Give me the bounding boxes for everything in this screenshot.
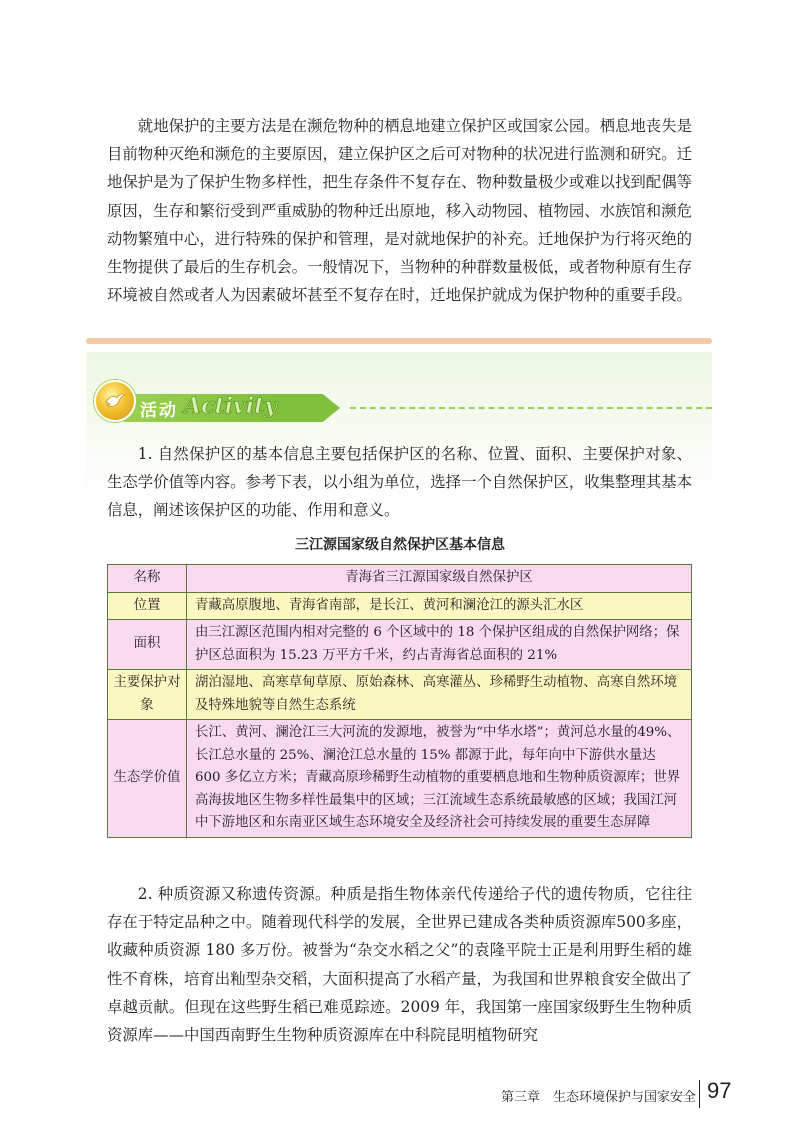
table-value-cell: 青海省三江源国家级自然保护区 bbox=[187, 565, 692, 593]
table-row bbox=[108, 720, 692, 838]
table-key-cell: 生态学价值 bbox=[108, 720, 187, 838]
table-value-cell: 青藏高原腹地、青海省南部，是长江、黄河和澜沧江的源头汇水区 bbox=[187, 592, 692, 620]
table-row bbox=[108, 592, 692, 620]
table-key-cell: 名称 bbox=[108, 565, 187, 593]
page-number: 97 bbox=[707, 1078, 732, 1103]
table-value-cell: 由三江源区范围内相对完整的 6 个区域中的 18 个保护区组成的自然保护网络；保护区总面积为 15.23 万平方千米，约占青海省总面积的 21% bbox=[187, 620, 692, 670]
footer-chapter-title: 第三章 生态环境保护与国家安全 bbox=[500, 1090, 696, 1105]
table-key-cell: 面积 bbox=[108, 620, 187, 670]
table-row bbox=[108, 670, 692, 720]
activity-label: 活动 bbox=[140, 401, 178, 421]
activity-dashed-line bbox=[350, 407, 712, 409]
activity-paragraph-1: 1. 自然保护区的基本信息主要包括保护区的名称、位置、面积、主要保护对象、生态学价值等内容。参考下表，以小组为单位，选择一个自然保护区，收集整理其基本信息，阐述该保护区的功能、作用和意义。 bbox=[107, 445, 692, 520]
intro-paragraph: 就地保护的主要方法是在濒危物种的栖息地建立保护区或国家公园。栖息地丧失是目前物种灭绝和濒危的主要原因，建立保护区之后可对物种的状况进行监测和研究。迁地保护是为了保护生物多样性，把生存条件不复存在、物种数量极少或难以找到配偶等原因，生存和繁衍受到严重威胁的物种迁出原地，移入动物园、植物园、水族馆和濒危动物繁殖中心，进行特殊的保护和管理，是对就地保护的补充。迁地保护为行将灭绝的生物提供了最后的生存机会。一般情况下，当物种的种群数量极低，或者物种原有生存环境被自然或者人为因素破坏甚至不复存在时，迁地保护就成为保护物种的重要手段。 bbox=[107, 117, 692, 305]
table-row bbox=[108, 620, 692, 670]
table-value-cell: 湖泊湿地、高寒草甸草原、原始森林、高寒灌丛、珍稀野生动植物、高寒自然环境及特殊地貌等自然生态系统 bbox=[187, 670, 692, 720]
activity-label-english: Activity bbox=[184, 393, 278, 419]
table-key-cell: 主要保护对象 bbox=[108, 670, 187, 720]
table-title: 三江源国家级自然保护区基本信息 bbox=[295, 537, 505, 553]
table-value-cell: 长江、黄河、澜沧江三大河流的发源地，被誉为“中华水塔”；黄河总水量的49%、长江总水量的 25%、澜沧江总水量的 15% 都源于此，每年向中下游供水量达 600 多亿立方米；青藏高原珍稀野生动植物的重要栖息地和生物种质资源库；世界高海拔地区生物多样性最集中的区域；三江流域生态系统最敏感的区域；我国江河中下游地区和东南亚区域生态环境安全及经济社会可持续发展的重要生态屏障 bbox=[187, 720, 692, 838]
seed-bank-paragraph: 2. 种质资源又称遗传资源。种质是指生物体亲代传递给子代的遗传物质，它往往存在于特定品种之中。随着现代科学的发展，全世界已建成各类种质资源库500多座，收藏种质资源 180 多万份。被誉为“杂交水稻之父”的袁隆平院士正是利用野生稻的雄性不育株，培育出籼型杂交稻，大面积提高了水稻产量，为我国和世界粮食安全做出了卓越贡献。但现在这些野生稻已难觅踪迹。2009 年，我国第一座国家级野生生物种质资源库——中国西南野生生物种质资源库在中科院昆明植物研究 bbox=[107, 885, 692, 1045]
section-divider bbox=[86, 338, 712, 344]
table-key-cell: 位置 bbox=[108, 592, 187, 620]
dove-icon bbox=[94, 380, 136, 422]
activity-header bbox=[90, 380, 712, 424]
table-row bbox=[108, 565, 692, 593]
reserve-info-table bbox=[107, 564, 692, 838]
footer-divider bbox=[699, 1080, 700, 1108]
